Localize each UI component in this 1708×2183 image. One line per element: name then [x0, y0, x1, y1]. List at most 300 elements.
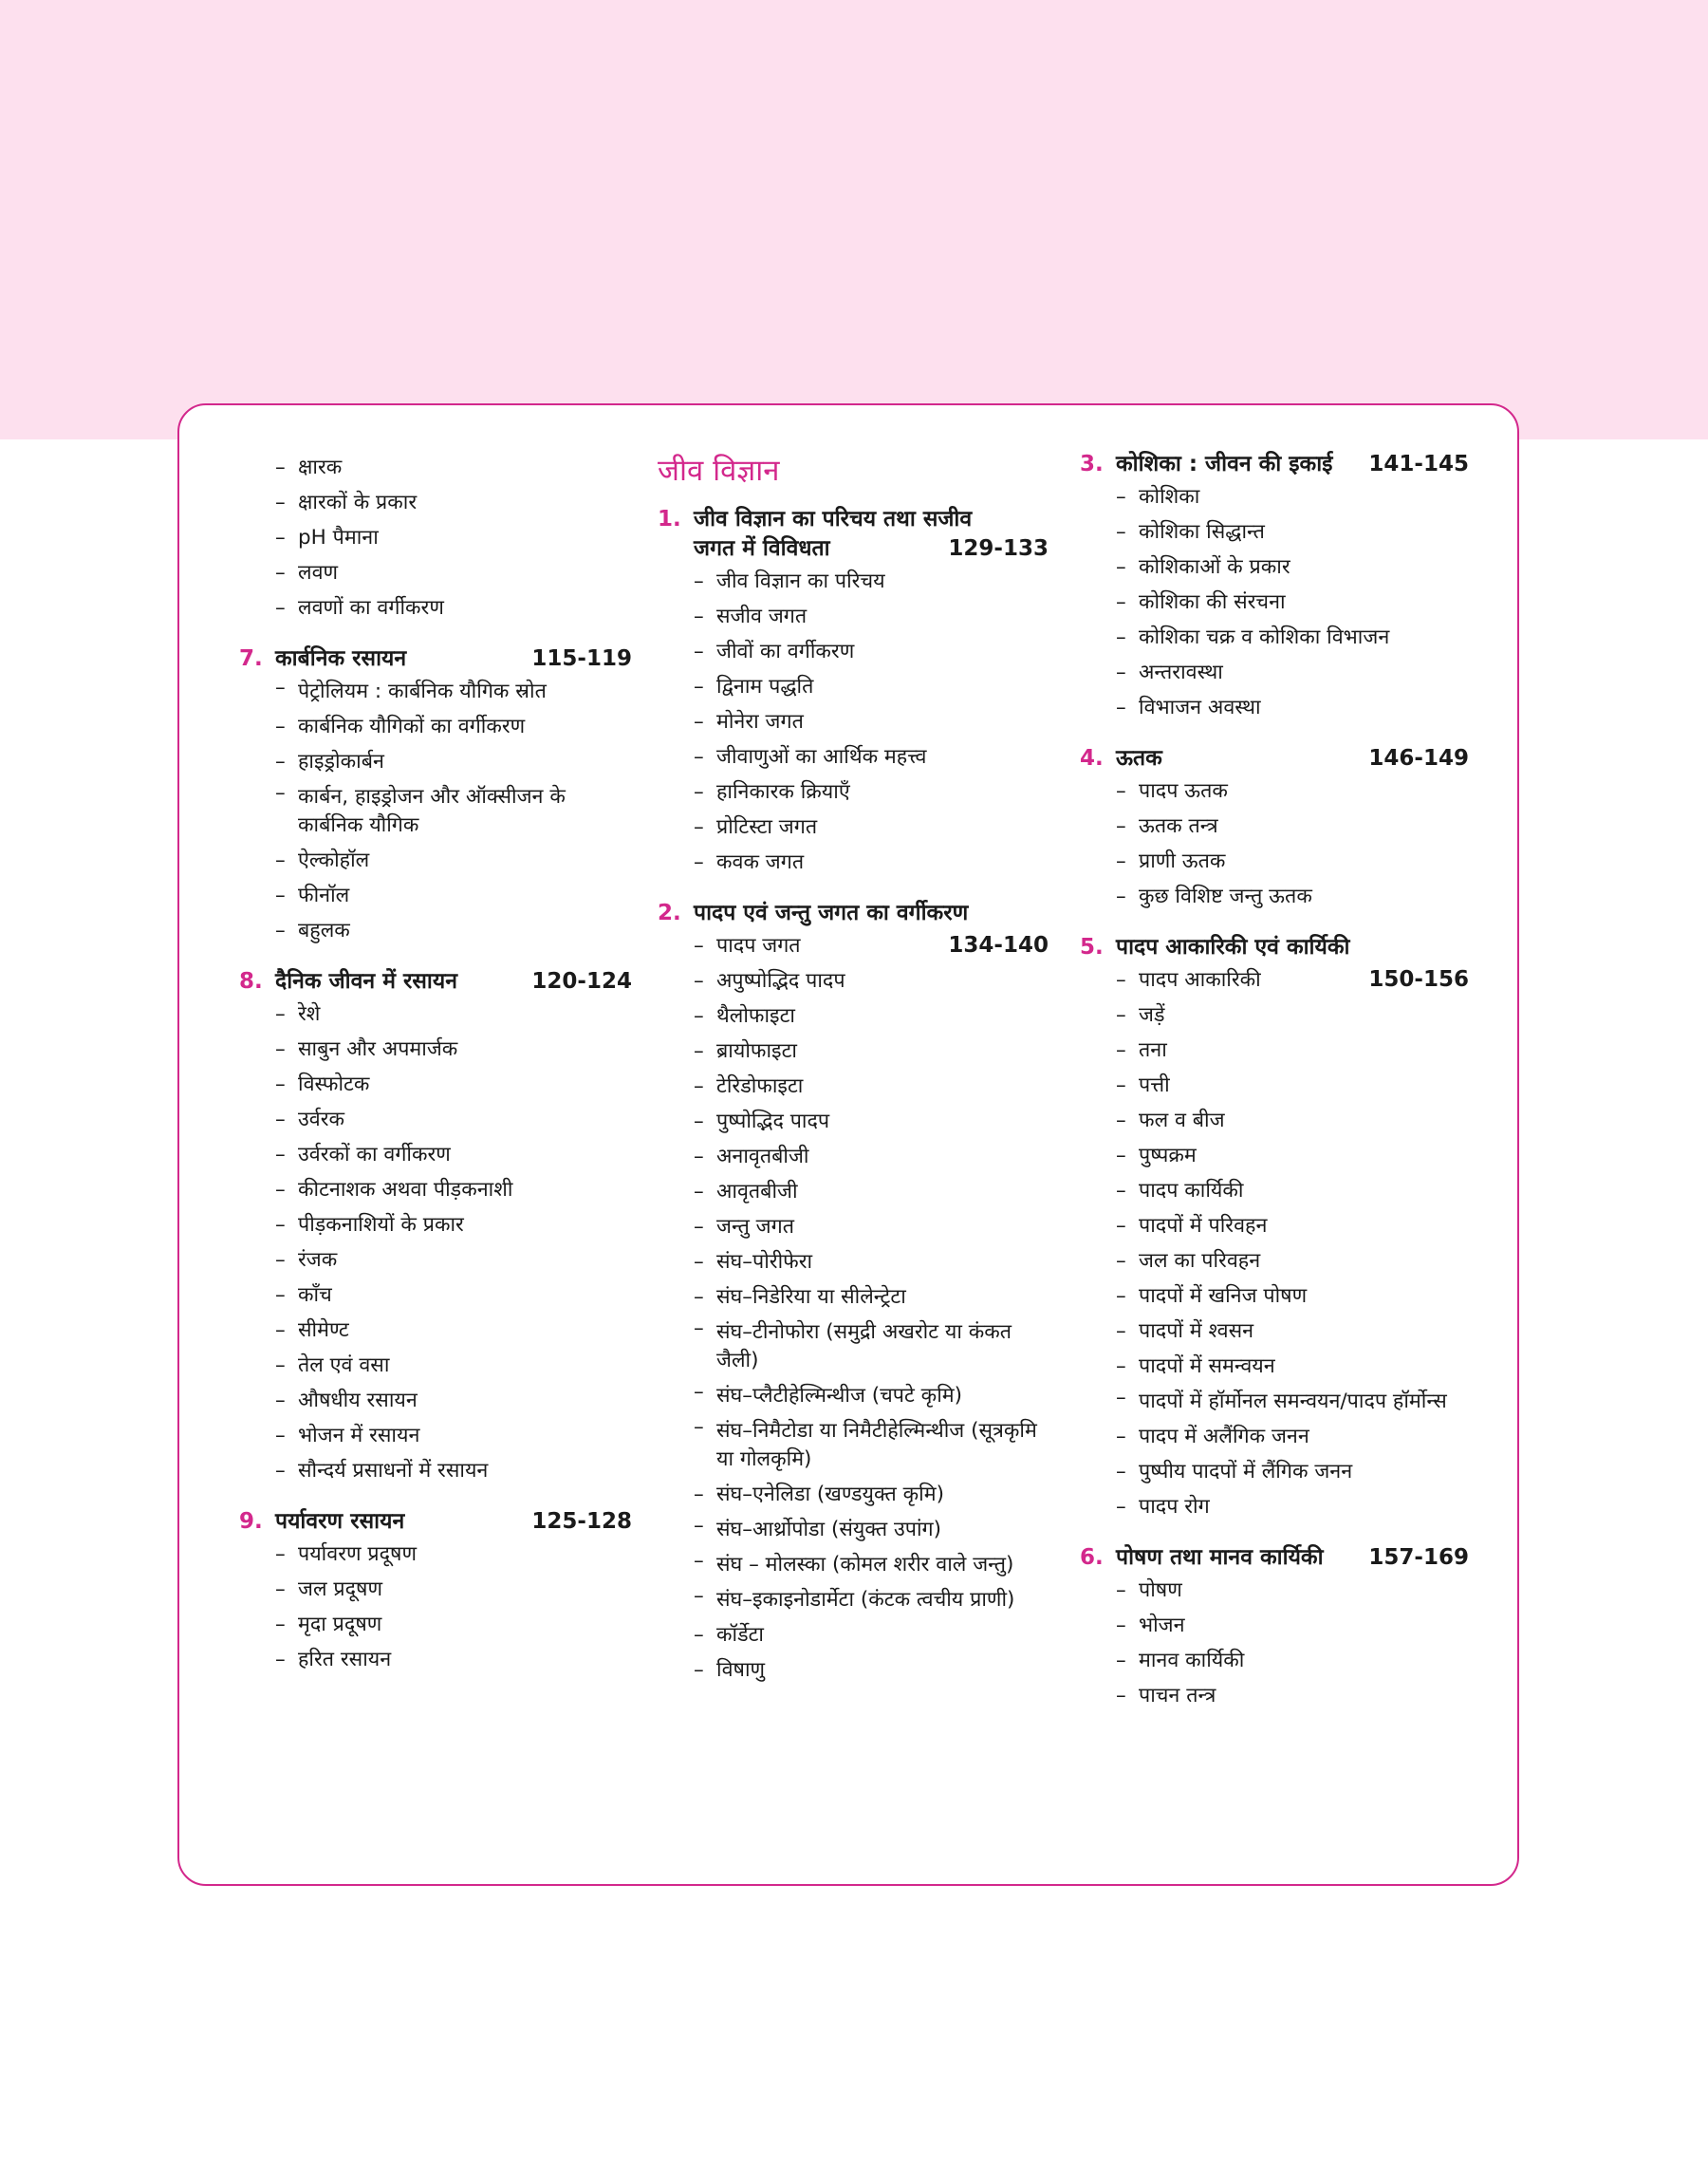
dash: – — [1116, 1460, 1126, 1483]
topic-label: क्षारकों के प्रकार — [298, 491, 418, 514]
topic-label: ब्रायोफाइटा — [716, 1039, 797, 1063]
chapter-number: 7. — [239, 646, 263, 671]
topic-item — [694, 634, 1049, 669]
dash: – — [694, 605, 704, 628]
dash: – — [694, 815, 704, 839]
dash: – — [1116, 590, 1126, 614]
topic-label: संघ–इकाइनोडार्मेटा (कंटक त्वचीय प्राणी) — [716, 1588, 1015, 1612]
topic-label: साबुन और अपमार्जक — [298, 1037, 458, 1061]
topic-item — [275, 1242, 632, 1278]
topic-label: जीव विज्ञान का परिचय — [716, 569, 885, 593]
dash: – — [275, 676, 286, 700]
topic-label: जीवों का वर्गीकरण — [716, 640, 855, 663]
topic-label: पेट्रोलियम : कार्बनिक यौगिक स्रोत — [298, 680, 547, 703]
chapter-title: दैनिक जीवन में रसायन — [275, 969, 457, 994]
chapter-topics — [239, 674, 632, 948]
chapter-heading — [658, 505, 1049, 564]
dash: – — [1116, 1684, 1126, 1707]
topic-item — [1116, 1243, 1469, 1278]
dash: – — [275, 1108, 286, 1131]
topic-label: संघ–आर्थ्रोपोडा (संयुक्त उपांग) — [716, 1518, 942, 1541]
topic-item — [275, 1067, 632, 1102]
topic-label: पादपों में परिवहन — [1139, 1214, 1268, 1238]
topic-item — [275, 555, 632, 590]
dash: – — [694, 1215, 704, 1239]
topic-label: हरित रसायन — [298, 1648, 392, 1671]
topic-item — [694, 599, 1049, 634]
topic-label: तना — [1139, 1038, 1167, 1062]
topic-label: पादपों में समन्वयन — [1139, 1354, 1275, 1378]
dash: – — [1116, 1249, 1126, 1273]
topic-label: लवणों का वर्गीकरण — [298, 596, 444, 620]
dash: – — [694, 710, 704, 734]
dash: – — [1116, 1073, 1126, 1097]
topic-item — [275, 674, 632, 709]
topic-item — [694, 1617, 1049, 1652]
dash: – — [1116, 555, 1126, 579]
intro-list — [239, 450, 632, 625]
dash: – — [275, 526, 286, 550]
topic-item — [275, 485, 632, 520]
dash: – — [694, 1110, 704, 1133]
chapter-title-line-1: जीव विज्ञान का परिचय तथा सजीव — [694, 507, 973, 532]
dash: – — [694, 1004, 704, 1028]
topic-label: कोशिका चक्र व कोशिका विभाजन — [1139, 625, 1390, 649]
chapter-pages: 115-119 — [531, 646, 632, 671]
topic-item — [1116, 1643, 1469, 1678]
topic-label: मानव कार्यिकी — [1139, 1649, 1245, 1672]
topic-label: जीवाणुओं का आर्थिक महत्त्व — [716, 745, 927, 769]
topic-label: हाइड्रोकार्बन — [298, 750, 384, 774]
topic-label: पादपों में श्वसन — [1139, 1319, 1254, 1343]
dash: – — [1116, 1144, 1126, 1167]
chapter-topics — [1080, 774, 1469, 914]
dash: – — [1116, 779, 1126, 803]
chapter-heading — [1080, 1543, 1469, 1573]
topic-label: कवक जगत — [716, 850, 805, 874]
dash: – — [1116, 1649, 1126, 1672]
dash: – — [275, 919, 286, 942]
topic-item — [694, 1547, 1049, 1582]
dash: – — [1116, 625, 1126, 649]
dash: – — [694, 1549, 704, 1573]
topic-item — [275, 1348, 632, 1383]
dash: – — [275, 1459, 286, 1483]
topic-label: कोशिका — [1139, 485, 1200, 509]
topic-item — [275, 590, 632, 625]
topic-item — [1116, 998, 1469, 1033]
dash: – — [1116, 1578, 1126, 1602]
topic-label: पादप कार्यिकी — [1139, 1179, 1244, 1203]
topic-item — [275, 1383, 632, 1418]
topic-label: लवण — [298, 561, 339, 585]
dash: – — [694, 780, 704, 804]
dash: – — [1116, 1319, 1126, 1343]
topic-item — [694, 1209, 1049, 1244]
topic-label: रंजक — [298, 1248, 338, 1272]
topic-label: मोनेरा जगत — [716, 710, 804, 734]
dash: – — [694, 1180, 704, 1203]
chapter-title: पादप आकारिकी एवं कार्यिकी — [1116, 935, 1350, 960]
topic-label: कोशिका सिद्धान्त — [1139, 520, 1265, 544]
chapter-topics — [1080, 1573, 1469, 1713]
chapter-pages: 141-145 — [1368, 452, 1469, 476]
chapter-heading — [1080, 450, 1469, 479]
dash: – — [275, 715, 286, 738]
topic-item — [1116, 585, 1469, 620]
topic-item — [694, 1652, 1049, 1688]
topic-item — [275, 709, 632, 744]
topic-item — [694, 1279, 1049, 1315]
dash: – — [1116, 1354, 1126, 1378]
topic-item — [1116, 809, 1469, 844]
topic-item — [275, 1418, 632, 1453]
topic-item — [1116, 655, 1469, 690]
dash: – — [275, 561, 286, 585]
chapter-topics-rest — [658, 963, 1049, 1688]
topic-item — [1116, 1068, 1469, 1103]
topic-label: विस्फोटक — [298, 1073, 370, 1096]
chapter-heading — [1080, 933, 1469, 962]
topic-item — [275, 1537, 632, 1572]
topic-label: अन्तरावस्था — [1139, 661, 1223, 684]
dash: – — [1116, 1003, 1126, 1027]
chapter-pages: 157-169 — [1368, 1545, 1469, 1570]
topic-item — [694, 1378, 1049, 1413]
chapter-2 — [658, 899, 1049, 1688]
chapter-pages: 150-156 — [1368, 967, 1469, 992]
topic-item — [275, 1172, 632, 1207]
chapter-number: 5. — [1080, 935, 1104, 960]
column-chemistry-continued — [239, 450, 632, 1696]
topic-label: पत्ती — [1139, 1073, 1170, 1097]
topic-item — [694, 998, 1049, 1034]
dash: – — [694, 640, 704, 663]
topic-label: क्षारक — [298, 456, 343, 479]
chapter-heading — [239, 967, 632, 997]
topic-item — [1116, 1278, 1469, 1314]
topic-label: उर्वरक — [298, 1108, 345, 1131]
topic-item — [275, 1032, 632, 1067]
dash: – — [1116, 968, 1126, 992]
chapter-title: कार्बनिक रसायन — [275, 646, 407, 671]
dash: – — [275, 1143, 286, 1166]
topic-label: कुछ विशिष्ट जन्तु ऊतक — [1139, 885, 1312, 908]
column-biology-1 — [658, 450, 1049, 1707]
topic-label: भोजन में रसायन — [298, 1424, 420, 1447]
topic-item — [1116, 1608, 1469, 1643]
dash: – — [1116, 485, 1126, 509]
chapter-3 — [1080, 450, 1469, 725]
chapter-title: कोशिका : जीवन की इकाई — [1116, 452, 1333, 476]
topic-item — [1116, 1314, 1469, 1349]
dash: – — [694, 1316, 704, 1340]
topic-item — [694, 1139, 1049, 1174]
dash: – — [1116, 1214, 1126, 1238]
topic-item — [1116, 1208, 1469, 1243]
topic-label: पुष्पक्रम — [1139, 1144, 1197, 1167]
topic-item — [275, 878, 632, 913]
dash: – — [694, 1250, 704, 1274]
dash: – — [694, 1074, 704, 1098]
topic-item — [694, 1174, 1049, 1209]
topic-item — [1116, 514, 1469, 550]
topic-item — [275, 1572, 632, 1607]
dash: – — [694, 675, 704, 699]
topic-label: विषाणु — [716, 1658, 766, 1682]
dash: – — [275, 1178, 286, 1202]
dash: – — [1116, 1386, 1126, 1409]
dash: – — [275, 1424, 286, 1447]
topic-label: पर्यावरण प्रदूषण — [298, 1542, 417, 1566]
topic-item — [694, 1104, 1049, 1139]
topic-label: आवृतबीजी — [716, 1180, 798, 1203]
chapter-topics — [658, 564, 1049, 880]
dash: – — [275, 1318, 286, 1342]
topic-label: औषधीय रसायन — [298, 1389, 418, 1412]
topic-label: कार्बनिक यौगिकों का वर्गीकरण — [298, 715, 526, 738]
dash: – — [275, 750, 286, 774]
dash: – — [275, 596, 286, 620]
chapter-topics — [239, 997, 632, 1488]
dash: – — [694, 1415, 704, 1439]
chapter-heading — [658, 899, 1049, 928]
dash: – — [275, 1648, 286, 1671]
topic-item — [1116, 620, 1469, 655]
topic-item — [694, 704, 1049, 739]
chapter-number: 1. — [658, 507, 681, 532]
dash: – — [1116, 1495, 1126, 1519]
dash: – — [694, 969, 704, 993]
topic-label: पादप में अलैंगिक जनन — [1139, 1425, 1309, 1448]
topic-label: पादप जगत — [716, 934, 801, 958]
dash: – — [275, 1613, 286, 1636]
chapter-5 — [1080, 933, 1469, 1524]
dash: – — [694, 1514, 704, 1538]
chapter-title: पर्यावरण रसायन — [275, 1509, 405, 1534]
topic-label: बहुलक — [298, 919, 350, 942]
dash: – — [694, 934, 704, 958]
topic-item — [694, 1582, 1049, 1617]
topic-label: थैलोफाइटा — [716, 1004, 795, 1028]
topic-label: पीड़कनाशियों के प्रकार — [298, 1213, 464, 1237]
topic-item — [1116, 962, 1469, 998]
topic-item — [275, 1102, 632, 1137]
topic-item — [1116, 479, 1469, 514]
dash: – — [1116, 849, 1126, 873]
chapter-heading — [239, 644, 632, 674]
topic-item — [275, 1313, 632, 1348]
chapter-heading — [239, 1507, 632, 1537]
dash: – — [1116, 885, 1126, 908]
topic-item — [275, 1607, 632, 1642]
topic-label: पादपों में खनिज पोषण — [1139, 1284, 1308, 1308]
topic-item — [1116, 1678, 1469, 1713]
topic-item — [1116, 1033, 1469, 1068]
dash: – — [1116, 1109, 1126, 1132]
topic-item — [275, 913, 632, 948]
chapter-topics-rest — [1080, 998, 1469, 1524]
dash: – — [1116, 814, 1126, 838]
topic-item — [1116, 1419, 1469, 1454]
topic-label: प्राणी ऊतक — [1139, 849, 1226, 873]
topic-item — [1116, 1103, 1469, 1138]
dash: – — [275, 849, 286, 872]
topic-label: ऊतक तन्त्र — [1139, 814, 1218, 838]
topic-label: कोशिका की संरचना — [1139, 590, 1286, 614]
topic-item — [275, 997, 632, 1032]
chapter-4 — [1080, 744, 1469, 914]
topic-item — [275, 744, 632, 779]
dash: – — [694, 1584, 704, 1608]
intro-section — [239, 450, 632, 625]
topic-label: pH पैमाना — [298, 526, 379, 550]
dash: – — [275, 1002, 286, 1026]
topic-item — [694, 1069, 1049, 1104]
chapter-number: 4. — [1080, 746, 1104, 771]
chapter-number: 6. — [1080, 1545, 1104, 1570]
topic-label: पादप आकारिकी — [1139, 968, 1261, 992]
topic-label: सीमेण्ट — [298, 1318, 349, 1342]
dash: – — [694, 850, 704, 874]
topic-item — [694, 810, 1049, 845]
topic-item — [275, 1137, 632, 1172]
topic-label: पाचन तन्त्र — [1139, 1684, 1216, 1707]
dash: – — [275, 781, 286, 805]
chapter-title: पादप एवं जन्तु जगत का वर्गीकरण — [694, 901, 969, 925]
topic-label: फीनॉल — [298, 884, 350, 907]
topic-label: संघ–टीनोफोरा (समुद्री अखरोट या कंकत जैली) — [716, 1320, 1012, 1372]
dash: – — [1116, 696, 1126, 719]
topic-label: रेशे — [298, 1002, 321, 1026]
chapter-title: पोषण तथा मानव कार्यिकी — [1116, 1545, 1324, 1570]
chapter-6 — [1080, 1543, 1469, 1713]
chapter-topics — [1080, 479, 1469, 725]
topic-label: ऐल्कोहॉल — [298, 849, 370, 872]
chapter-topics — [1080, 962, 1469, 998]
chapter-pages: 146-149 — [1368, 746, 1469, 771]
topic-item — [1116, 1138, 1469, 1173]
dash: – — [694, 1380, 704, 1404]
chapter-title: ऊतक — [1116, 746, 1162, 771]
column-biology-2 — [1080, 450, 1469, 1732]
dash: – — [275, 456, 286, 479]
dash: – — [694, 1285, 704, 1309]
topic-item — [1116, 879, 1469, 914]
topic-item — [275, 1642, 632, 1677]
dash: – — [275, 1353, 286, 1377]
topic-label: कार्बन, हाइड्रोजन और ऑक्सीजन के कार्बनिक यौगिक — [298, 785, 566, 837]
chapter-1 — [658, 505, 1049, 880]
topic-item — [694, 564, 1049, 599]
topic-label: सौन्दर्य प्रसाधनों में रसायन — [298, 1459, 489, 1483]
topic-label: जल प्रदूषण — [298, 1577, 382, 1601]
topic-label: फल व बीज — [1139, 1109, 1225, 1132]
topic-label: संघ–निडेरिया या सीलेन्ट्रेटा — [716, 1285, 906, 1309]
topic-label: संघ – मोलस्का (कोमल शरीर वाले जन्तु) — [716, 1553, 1014, 1577]
topic-label: जल का परिवहन — [1139, 1249, 1261, 1273]
topic-item — [275, 1453, 632, 1488]
topic-label: तेल एवं वसा — [298, 1353, 390, 1377]
header-band — [0, 0, 1708, 439]
dash: – — [1116, 1179, 1126, 1203]
topic-item — [1116, 550, 1469, 585]
topic-item — [1116, 1573, 1469, 1608]
dash: – — [1116, 1284, 1126, 1308]
topic-label: उर्वरकों का वर्गीकरण — [298, 1143, 451, 1166]
dash: – — [275, 884, 286, 907]
topic-item — [275, 450, 632, 485]
topic-label: संघ–प्लैटीहेल्मिन्थीज (चपटे कृमि) — [716, 1384, 963, 1408]
chapter-8 — [239, 967, 632, 1488]
topic-label: कॉर्डेटा — [716, 1623, 764, 1647]
dash: – — [275, 1389, 286, 1412]
topic-label: जड़ें — [1139, 1003, 1165, 1027]
dash: – — [275, 1248, 286, 1272]
chapter-pages: 120-124 — [531, 969, 632, 994]
dash: – — [275, 491, 286, 514]
chapter-9 — [239, 1507, 632, 1677]
chapter-pages: 134-140 — [948, 933, 1049, 958]
topic-item — [1116, 1349, 1469, 1384]
chapter-pages: 129-133 — [948, 536, 1049, 561]
topic-label: पादप ऊतक — [1139, 779, 1228, 803]
topic-label: पुष्पीय पादपों में लैंगिक जनन — [1139, 1460, 1353, 1483]
chapter-pages: 125-128 — [531, 1509, 632, 1534]
topic-label: संघ–एनेलिडा (खण्डयुक्त कृमि) — [716, 1483, 944, 1506]
dash: – — [275, 1542, 286, 1566]
topic-label: काँच — [298, 1283, 332, 1307]
topic-label: हानिकारक क्रियाएँ — [716, 780, 850, 804]
topic-label: अनावृतबीजी — [716, 1145, 809, 1168]
chapter-7 — [239, 644, 632, 948]
topic-label: टेरिडोफाइटा — [716, 1074, 804, 1098]
dash: – — [275, 1037, 286, 1061]
dash: – — [694, 1145, 704, 1168]
topic-item — [1116, 774, 1469, 809]
topic-item — [694, 1477, 1049, 1512]
topic-item — [694, 845, 1049, 880]
topic-item — [1116, 1384, 1469, 1419]
topic-item — [1116, 1489, 1469, 1524]
topic-label: पोषण — [1139, 1578, 1182, 1602]
dash: – — [694, 1623, 704, 1647]
chapters-list — [239, 644, 632, 1677]
topic-item — [694, 928, 1049, 963]
topic-label: प्रोटिस्टा जगत — [716, 815, 818, 839]
topic-label: संघ–पोरीफेरा — [716, 1250, 813, 1274]
chapter-topics — [239, 1537, 632, 1677]
dash: – — [1116, 661, 1126, 684]
chapter-title-line-2: जगत में विविधता — [694, 536, 830, 561]
dash: – — [1116, 520, 1126, 544]
topic-label: कीटनाशक अथवा पीड़कनाशी — [298, 1178, 513, 1202]
topic-item — [694, 739, 1049, 774]
topic-label: पुष्पोद्भिद पादप — [716, 1110, 830, 1133]
topic-item — [694, 774, 1049, 810]
topic-label: संघ–निमैटोडा या निमैटीहेल्मिन्थीज (सूत्रकृमि या गोलकृमि) — [716, 1419, 1037, 1471]
dash: – — [1116, 1038, 1126, 1062]
topic-label: अपुष्पोद्भिद पादप — [716, 969, 845, 993]
topic-item — [694, 963, 1049, 998]
dash: – — [694, 1658, 704, 1682]
topic-label: मृदा प्रदूषण — [298, 1613, 382, 1636]
topic-item — [694, 669, 1049, 704]
chapter-number: 9. — [239, 1509, 263, 1534]
topic-label: सजीव जगत — [716, 605, 808, 628]
dash: – — [1116, 1614, 1126, 1637]
topic-label: द्विनाम पद्धति — [716, 675, 814, 699]
